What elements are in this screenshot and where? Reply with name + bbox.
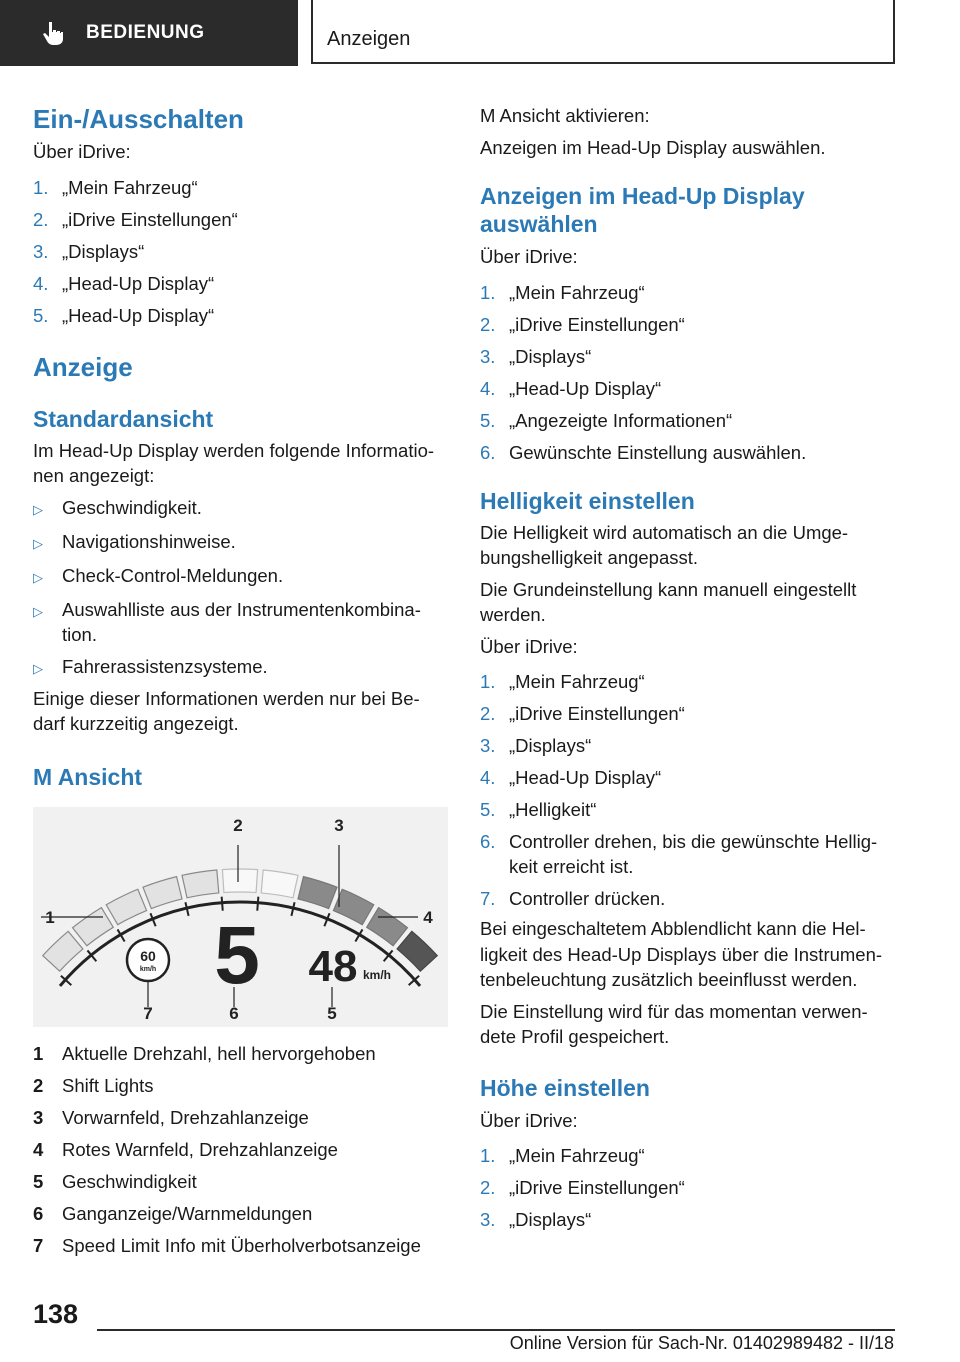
legend-text: Speed Limit Info mit Überholverbotsanzeige — [62, 1234, 421, 1256]
text-line: „Displays“ — [509, 345, 592, 367]
legend-number: 7 — [33, 1234, 44, 1256]
callout-3: 3 — [334, 815, 344, 835]
step-item — [480, 280, 900, 305]
hell-paragraph-1 — [480, 520, 900, 571]
step-number: 1. — [480, 281, 496, 303]
text-line: „Mein Fahrzeug“ — [509, 281, 645, 303]
rpm-segment — [298, 876, 337, 908]
legend-number: 2 — [33, 1074, 44, 1096]
bullet-text — [62, 597, 421, 647]
legend-item — [33, 1233, 448, 1258]
step-number: 2. — [480, 313, 496, 335]
step-number: 1. — [480, 671, 496, 692]
text-line: tion. — [62, 623, 97, 645]
step-item — [480, 1207, 900, 1232]
step-item — [480, 344, 900, 369]
triangle-bullet-icon: ▷ — [33, 501, 43, 517]
einige-paragraph — [33, 686, 448, 737]
text-line: dete Profil gespeichert. — [480, 1026, 670, 1047]
legend-item — [33, 1137, 448, 1162]
step-number: 4. — [33, 272, 49, 294]
triangle-bullet-icon: ▷ — [33, 603, 43, 619]
text-line: Check-Control-Meldungen. — [62, 564, 284, 586]
text-line: Fahrerassistenzsysteme. — [62, 655, 268, 677]
idrive-intro: Über iDrive: — [480, 635, 578, 657]
bullet-item — [33, 529, 448, 556]
step-number: 3. — [480, 1209, 496, 1230]
m-activate-text: Anzeigen im Head-Up Display auswählen. — [480, 136, 826, 158]
step-item — [33, 175, 448, 200]
text-line: „Mein Fahrzeug“ — [509, 671, 645, 692]
heading-line: auswählen — [480, 211, 598, 237]
steps-list — [480, 669, 900, 911]
triangle-bullet-icon: ▷ — [33, 535, 43, 551]
step-text — [509, 376, 661, 401]
text-line: „iDrive Einstellungen“ — [62, 208, 238, 230]
step-item — [480, 829, 900, 879]
bullet-item — [33, 563, 448, 590]
bullet-text — [62, 495, 202, 522]
step-text — [62, 207, 238, 232]
abblendlicht-paragraph — [480, 916, 900, 993]
idrive-intro: Über iDrive: — [480, 246, 578, 267]
step-number: 4. — [480, 377, 496, 399]
step-number: 5. — [480, 799, 496, 820]
step-text — [62, 271, 214, 296]
text-line: Bei eingeschaltetem Abblendlicht kann die Hel- — [480, 918, 866, 939]
rpm-segment — [43, 931, 83, 971]
figure-legend — [33, 1041, 448, 1258]
text-line: „Head-Up Display“ — [62, 272, 215, 294]
hud-m-view-figure — [33, 807, 448, 1027]
legend-item — [33, 1073, 448, 1098]
bullet-text — [62, 529, 236, 556]
step-item — [33, 239, 448, 264]
rpm-segment — [397, 931, 437, 971]
text-line: Einige dieser Informationen werden nur bei Be- — [33, 687, 420, 709]
step-text — [62, 175, 198, 200]
step-text — [62, 239, 144, 264]
step-number: 3. — [480, 735, 496, 756]
callout-5: 5 — [327, 1003, 337, 1023]
footer-version: Online Version für Sach-Nr. 01402989482 - II/18 — [509, 1333, 894, 1353]
legend-text: Ganganzeige/Warnmeldungen — [62, 1202, 313, 1224]
page-number: 138 — [33, 1299, 79, 1329]
text-line: ligkeit des Head-Up Displays über die Instrumen- — [480, 943, 883, 965]
heading-m-ansicht: M Ansicht — [33, 763, 143, 790]
step-item — [480, 440, 900, 465]
legend-number: 1 — [33, 1042, 44, 1064]
text-line: bungshelligkeit angepasst. — [480, 547, 699, 568]
hand-pointer-icon — [40, 20, 66, 46]
right-column — [480, 100, 900, 1239]
rpm-segment — [222, 869, 257, 893]
section-label: BEDIENUNG — [86, 22, 205, 43]
text-line: „Head-Up Display“ — [509, 767, 662, 788]
bullet-item — [33, 654, 448, 681]
step-number: 3. — [480, 345, 496, 367]
speed-limit-value: 60 — [140, 947, 156, 964]
rpm-segment — [261, 870, 298, 898]
step-item — [480, 797, 900, 822]
step-text — [509, 1143, 645, 1168]
text-line: werden. — [480, 604, 546, 625]
steps-list — [480, 1143, 900, 1232]
text-line: Die Grundeinstellung kann manuell eingestellt — [480, 578, 857, 600]
step-number: 2. — [33, 208, 49, 230]
heading-anzeigen-auswaehlen — [480, 182, 900, 238]
heading-helligkeit: Helligkeit einstellen — [480, 487, 695, 514]
text-line: darf kurzzeitig angezeigt. — [33, 713, 239, 734]
steps-list — [480, 280, 900, 465]
step-text — [509, 280, 645, 305]
chapter-label: Anzeigen — [327, 28, 411, 50]
text-line: „iDrive Einstellungen“ — [509, 1177, 685, 1198]
text-line: „iDrive Einstellungen“ — [509, 703, 685, 724]
step-number: 2. — [480, 1177, 496, 1198]
text-line: „Displays“ — [509, 1209, 592, 1230]
step-number: 1. — [480, 1145, 496, 1166]
text-line: „iDrive Einstellungen“ — [509, 313, 685, 335]
step-number: 2. — [480, 703, 496, 724]
step-text — [509, 797, 596, 822]
step-item — [480, 765, 900, 790]
text-line: Im Head-Up Display werden folgende Informatio- — [33, 439, 435, 461]
heading-hoehe: Höhe einstellen — [480, 1074, 650, 1101]
legend-item — [33, 1105, 448, 1130]
text-line: Die Einstellung wird für das momentan verwen- — [480, 1000, 868, 1022]
step-number: 6. — [480, 831, 496, 852]
text-line: Die Helligkeit wird automatisch an die Umge- — [480, 521, 849, 543]
step-item — [33, 207, 448, 232]
legend-item — [33, 1041, 448, 1066]
legend-text: Geschwindigkeit — [62, 1170, 197, 1192]
rpm-segment — [367, 907, 408, 945]
triangle-bullet-icon: ▷ — [33, 660, 43, 676]
text-line: Controller drehen, bis die gewünschte Hellig- — [509, 831, 878, 852]
step-text — [62, 303, 214, 328]
step-number: 4. — [480, 767, 496, 788]
idrive-intro: Über iDrive: — [33, 141, 131, 162]
step-text — [509, 312, 685, 337]
text-line: „Mein Fahrzeug“ — [62, 176, 198, 198]
gear-indicator: 5 — [214, 909, 260, 1001]
step-number: 5. — [33, 304, 49, 326]
speed-unit: km/h — [362, 967, 392, 982]
footer-divider — [97, 1329, 895, 1331]
legend-number: 6 — [33, 1202, 44, 1224]
step-item — [480, 733, 900, 758]
text-line: „Displays“ — [509, 735, 592, 756]
step-number: 5. — [480, 409, 496, 431]
step-item — [480, 1175, 900, 1200]
idrive-intro: Über iDrive: — [480, 1109, 578, 1131]
text-line: Geschwindigkeit. — [62, 496, 202, 518]
left-column — [33, 100, 448, 1265]
speed-limit-unit: km/h — [139, 965, 157, 973]
step-text — [509, 1175, 685, 1200]
legend-text: Vorwarnfeld, Drehzahlanzeige — [62, 1106, 309, 1128]
step-item — [480, 701, 900, 726]
legend-number: 5 — [33, 1170, 44, 1192]
rpm-segment — [106, 889, 146, 924]
step-item — [480, 312, 900, 337]
step-text — [509, 701, 685, 726]
step-item — [480, 886, 900, 911]
rpm-segment — [143, 876, 182, 908]
step-number: 3. — [33, 240, 49, 262]
callout-4: 4 — [423, 907, 433, 927]
step-item — [33, 271, 448, 296]
triangle-bullet-icon: ▷ — [33, 569, 43, 585]
bullet-text — [62, 654, 268, 681]
section-tab — [0, 0, 298, 66]
hud-illustration — [33, 807, 448, 1027]
text-line: „Head-Up Display“ — [509, 377, 662, 399]
text-line: nen angezeigt: — [33, 465, 155, 486]
step-number: 7. — [480, 888, 496, 909]
text-line: tenbeleuchtung zusätzlich beeinflusst werden. — [480, 969, 858, 990]
step-item — [33, 303, 448, 328]
step-number: 1. — [33, 176, 49, 198]
text-line: „Displays“ — [62, 240, 145, 262]
step-item — [480, 669, 900, 694]
speed-value: 48 — [308, 941, 358, 991]
step-text — [509, 669, 645, 694]
legend-text: Aktuelle Drehzahl, hell hervorgehoben — [62, 1042, 376, 1064]
step-number: 6. — [480, 441, 496, 463]
callout-2: 2 — [233, 815, 243, 835]
bullet-item — [33, 495, 448, 522]
legend-item — [33, 1169, 448, 1194]
text-line: „Mein Fahrzeug“ — [509, 1145, 645, 1166]
step-text — [509, 733, 591, 758]
legend-number: 3 — [33, 1106, 44, 1128]
steps-list — [33, 175, 448, 328]
step-text — [509, 765, 661, 790]
text-line: Navigationshinweise. — [62, 530, 236, 552]
step-text — [509, 886, 665, 911]
bullet-text — [62, 563, 283, 590]
text-line: „Angezeigte Informationen“ — [509, 409, 733, 431]
text-line: Gewünschte Einstellung auswählen. — [509, 441, 807, 463]
rpm-segment — [73, 907, 114, 945]
legend-text: Rotes Warnfeld, Drehzahlanzeige — [62, 1138, 338, 1160]
legend-number: 4 — [33, 1138, 44, 1160]
profil-paragraph — [480, 999, 900, 1050]
heading-standardansicht: Standardansicht — [33, 405, 214, 432]
chapter-tab — [311, 0, 895, 64]
callout-6: 6 — [229, 1003, 239, 1023]
step-item — [480, 1143, 900, 1168]
callout-1: 1 — [45, 907, 55, 927]
step-text — [509, 408, 732, 433]
step-text — [509, 1207, 591, 1232]
heading-anzeige: Anzeige — [33, 351, 133, 382]
text-line: Controller drücken. — [509, 888, 666, 909]
bullet-item — [33, 597, 448, 647]
step-text — [509, 344, 591, 369]
info-bullet-list — [33, 495, 448, 681]
text-line: keit erreicht ist. — [509, 856, 634, 877]
rpm-segment — [182, 870, 219, 898]
step-text — [509, 440, 806, 465]
hell-paragraph-2 — [480, 577, 900, 628]
legend-item — [33, 1201, 448, 1226]
callout-7: 7 — [143, 1003, 153, 1023]
text-line: „Helligkeit“ — [509, 799, 597, 820]
standard-paragraph — [33, 438, 448, 489]
legend-text: Shift Lights — [62, 1074, 154, 1096]
heading-line: Anzeigen im Head-Up Display — [480, 183, 805, 209]
step-item — [480, 376, 900, 401]
step-text — [509, 829, 877, 879]
text-line: „Head-Up Display“ — [62, 304, 215, 326]
heading-ein-ausschalten: Ein-/Ausschalten — [33, 104, 244, 134]
m-activate-label: M Ansicht aktivieren: — [480, 105, 650, 126]
text-line: Auswahlliste aus der Instrumentenkombina- — [62, 598, 421, 620]
step-item — [480, 408, 900, 433]
